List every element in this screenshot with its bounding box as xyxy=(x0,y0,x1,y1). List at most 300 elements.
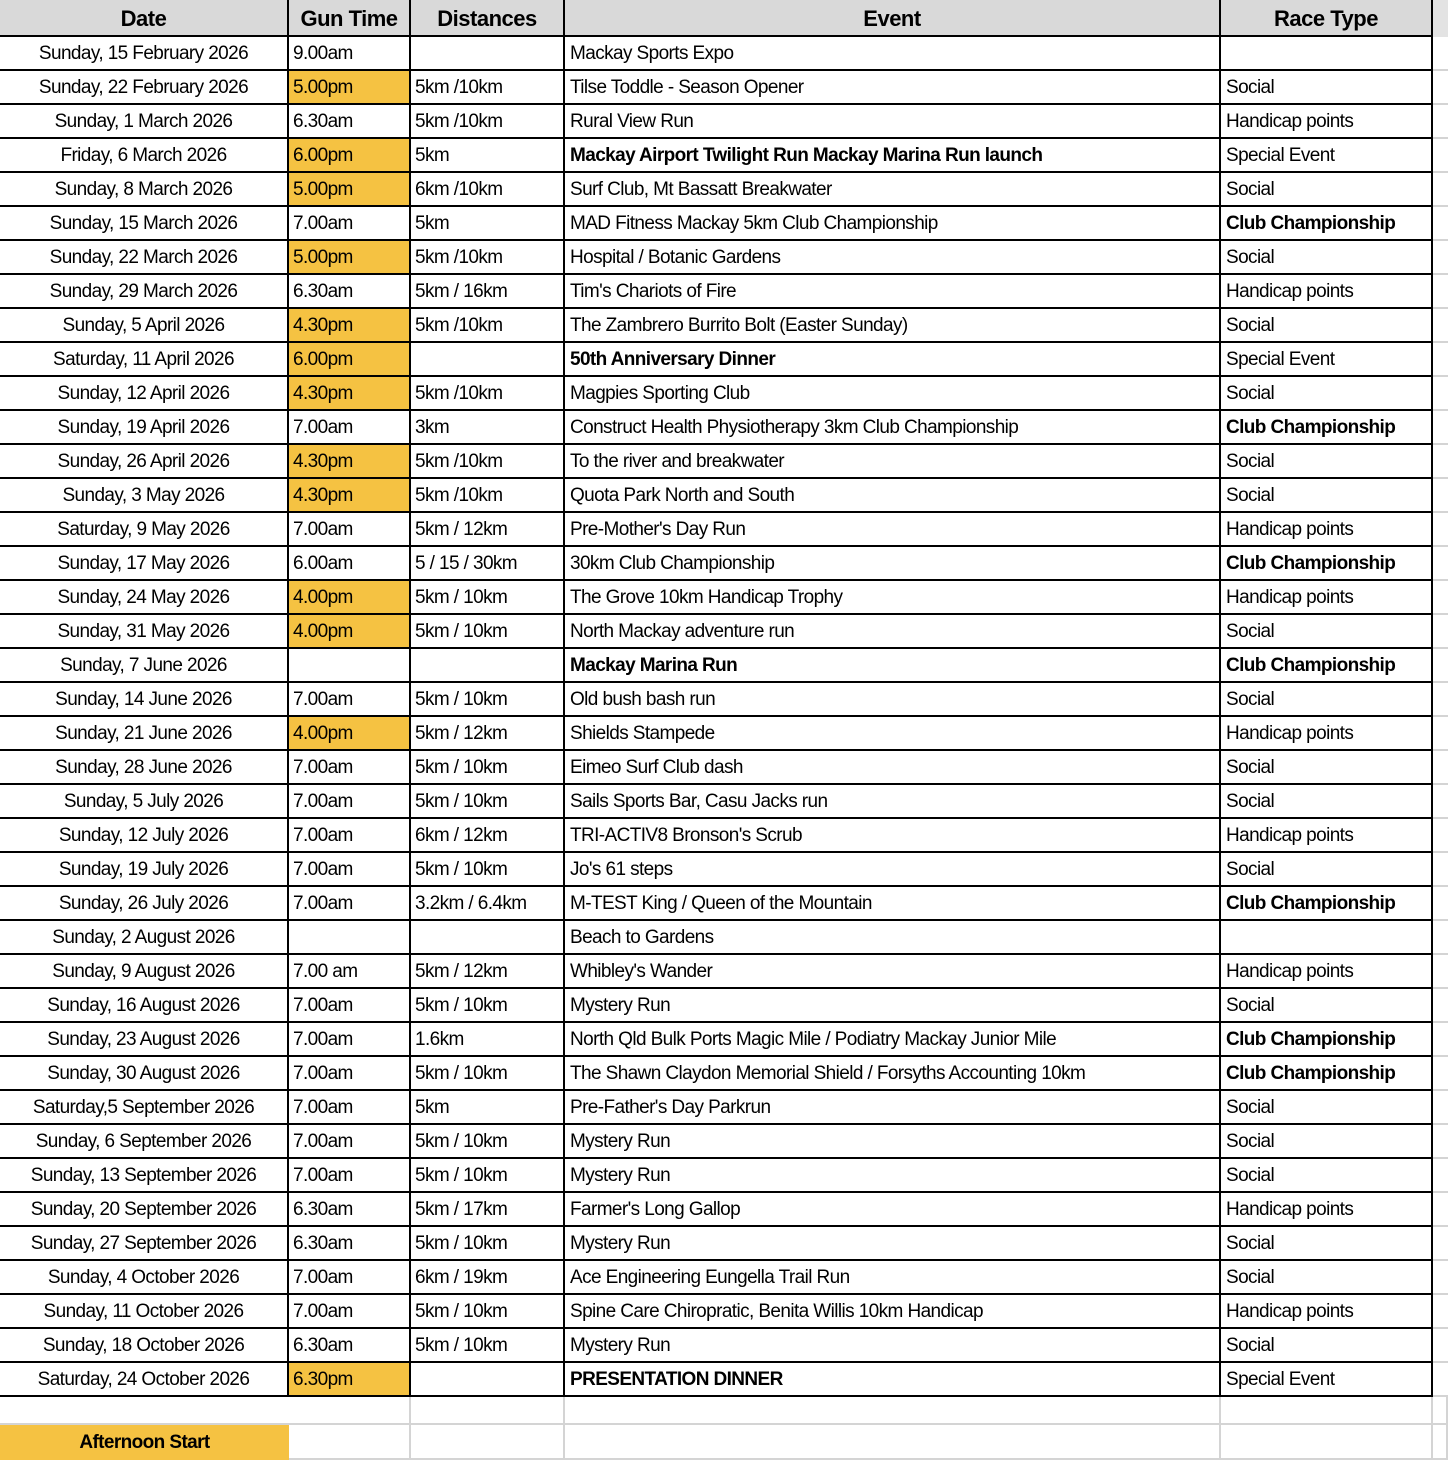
distances-cell[interactable]: 5km / 10km xyxy=(411,853,565,887)
race-type-cell[interactable]: Social xyxy=(1221,173,1433,207)
gun-time-cell[interactable]: 7.00am xyxy=(289,751,411,785)
table-row xyxy=(0,1057,1448,1091)
race-type-cell[interactable] xyxy=(1221,37,1433,71)
distances-cell[interactable]: 5km xyxy=(411,207,565,241)
extra-column-cell[interactable] xyxy=(1433,649,1448,683)
extra-column-cell[interactable] xyxy=(1433,1125,1448,1159)
blank-cell[interactable] xyxy=(565,1397,1221,1425)
distances-cell[interactable]: 5km / 10km xyxy=(411,683,565,717)
table-row xyxy=(0,1159,1448,1193)
date-cell[interactable]: Sunday, 12 July 2026 xyxy=(0,819,289,853)
date-cell[interactable]: Sunday, 9 August 2026 xyxy=(0,955,289,989)
extra-column-cell[interactable] xyxy=(1433,887,1448,921)
table-row xyxy=(0,581,1448,615)
event-cell[interactable]: Tilse Toddle - Season Opener xyxy=(565,71,1221,105)
gun-time-cell[interactable]: 7.00am xyxy=(289,989,411,1023)
race-type-cell[interactable]: Handicap points xyxy=(1221,513,1433,547)
table-row xyxy=(0,411,1448,445)
distances-cell[interactable]: 6km /10km xyxy=(411,173,565,207)
race-type-cell[interactable]: Club Championship xyxy=(1221,887,1433,921)
distances-cell[interactable]: 5km xyxy=(411,139,565,173)
date-cell[interactable]: Sunday, 8 March 2026 xyxy=(0,173,289,207)
header-distances[interactable]: Distances xyxy=(411,0,565,37)
race-type-cell[interactable]: Special Event xyxy=(1221,1363,1433,1397)
extra-column-cell[interactable] xyxy=(1433,513,1448,547)
gun-time-cell[interactable]: 4.30pm xyxy=(289,445,411,479)
gun-time-cell[interactable]: 7.00am xyxy=(289,785,411,819)
distances-cell[interactable]: 5km / 10km xyxy=(411,615,565,649)
table-row xyxy=(0,479,1448,513)
distances-cell[interactable]: 5km / 10km xyxy=(411,1295,565,1329)
extra-column-cell[interactable] xyxy=(1433,479,1448,513)
gun-time-cell[interactable]: 7.00am xyxy=(289,513,411,547)
extra-column-cell[interactable] xyxy=(1433,581,1448,615)
gun-time-cell[interactable]: 7.00am xyxy=(289,1023,411,1057)
event-cell[interactable]: Beach to Gardens xyxy=(565,921,1221,955)
table-row xyxy=(0,1023,1448,1057)
race-type-cell[interactable]: Social xyxy=(1221,989,1433,1023)
gun-time-cell[interactable]: 4.00pm xyxy=(289,581,411,615)
table-row xyxy=(0,343,1448,377)
gun-time-cell[interactable]: 7.00am xyxy=(289,1125,411,1159)
table-row xyxy=(0,173,1448,207)
race-type-cell[interactable]: Social xyxy=(1221,479,1433,513)
extra-column-cell[interactable] xyxy=(1433,445,1448,479)
distances-cell[interactable]: 5km / 10km xyxy=(411,1159,565,1193)
gun-time-cell[interactable]: 6.30am xyxy=(289,275,411,309)
distances-cell[interactable]: 5km /10km xyxy=(411,479,565,513)
gun-time-cell[interactable]: 6.30am xyxy=(289,1227,411,1261)
distances-cell[interactable]: 5km / 12km xyxy=(411,955,565,989)
date-cell[interactable]: Saturday, 24 October 2026 xyxy=(0,1363,289,1397)
race-type-cell[interactable]: Social xyxy=(1221,445,1433,479)
gun-time-cell[interactable]: 6.30am xyxy=(289,1329,411,1363)
distances-cell[interactable]: 5km /10km xyxy=(411,445,565,479)
extra-column-cell[interactable] xyxy=(1433,1363,1448,1397)
table-row xyxy=(0,819,1448,853)
header-row xyxy=(0,0,1448,37)
extra-column-cell[interactable] xyxy=(1433,377,1448,411)
event-cell[interactable]: M-TEST King / Queen of the Mountain xyxy=(565,887,1221,921)
race-type-cell[interactable]: Social xyxy=(1221,1159,1433,1193)
event-cell[interactable]: Mackay Marina Run xyxy=(565,649,1221,683)
gun-time-cell[interactable]: 7.00am xyxy=(289,411,411,445)
distances-cell[interactable]: 5km / 10km xyxy=(411,751,565,785)
distances-cell[interactable] xyxy=(411,37,565,71)
race-type-cell[interactable]: Handicap points xyxy=(1221,955,1433,989)
table-row xyxy=(0,989,1448,1023)
date-cell[interactable]: Sunday, 14 June 2026 xyxy=(0,683,289,717)
distances-cell[interactable] xyxy=(411,921,565,955)
date-cell[interactable]: Sunday, 23 August 2026 xyxy=(0,1023,289,1057)
blank-cell[interactable] xyxy=(411,1425,565,1460)
blank-row xyxy=(0,1397,1448,1425)
extra-column-cell[interactable] xyxy=(1433,275,1448,309)
distances-cell[interactable]: 3km xyxy=(411,411,565,445)
table-row xyxy=(0,309,1448,343)
table-row xyxy=(0,1329,1448,1363)
race-type-cell[interactable]: Handicap points xyxy=(1221,105,1433,139)
race-type-cell[interactable]: Social xyxy=(1221,241,1433,275)
gun-time-cell[interactable]: 6.00pm xyxy=(289,343,411,377)
distances-cell[interactable]: 5km /10km xyxy=(411,241,565,275)
event-cell[interactable]: 50th Anniversary Dinner xyxy=(565,343,1221,377)
extra-column-cell[interactable] xyxy=(1433,1057,1448,1091)
table-row xyxy=(0,717,1448,751)
blank-cell[interactable] xyxy=(411,1397,565,1425)
race-type-cell[interactable]: Club Championship xyxy=(1221,1057,1433,1091)
distances-cell[interactable]: 5km / 10km xyxy=(411,1329,565,1363)
extra-column-cell[interactable] xyxy=(1433,547,1448,581)
date-cell[interactable]: Sunday, 19 July 2026 xyxy=(0,853,289,887)
table-row xyxy=(0,1091,1448,1125)
table-row xyxy=(0,615,1448,649)
table-row xyxy=(0,37,1448,71)
race-type-cell[interactable]: Social xyxy=(1221,615,1433,649)
distances-cell[interactable]: 5 / 15 / 30km xyxy=(411,547,565,581)
date-cell[interactable]: Sunday, 3 May 2026 xyxy=(0,479,289,513)
race-type-cell[interactable]: Social xyxy=(1221,1227,1433,1261)
event-cell[interactable]: Surf Club, Mt Bassatt Breakwater xyxy=(565,173,1221,207)
gun-time-cell[interactable]: 6.00pm xyxy=(289,139,411,173)
extra-column-cell[interactable] xyxy=(1433,207,1448,241)
event-cell[interactable]: Mystery Run xyxy=(565,1329,1221,1363)
gun-time-cell[interactable]: 7.00am xyxy=(289,1261,411,1295)
table-row xyxy=(0,207,1448,241)
table-row xyxy=(0,1363,1448,1397)
blank-cell[interactable] xyxy=(1433,1397,1448,1425)
extra-column-cell[interactable] xyxy=(1433,105,1448,139)
gun-time-cell[interactable]: 7.00am xyxy=(289,887,411,921)
gun-time-cell[interactable]: 6.30am xyxy=(289,105,411,139)
event-cell[interactable]: Farmer's Long Gallop xyxy=(565,1193,1221,1227)
date-cell[interactable]: Sunday, 16 August 2026 xyxy=(0,989,289,1023)
table-row xyxy=(0,785,1448,819)
race-type-cell[interactable]: Club Championship xyxy=(1221,1023,1433,1057)
date-cell[interactable]: Sunday, 12 April 2026 xyxy=(0,377,289,411)
date-cell[interactable]: Sunday, 17 May 2026 xyxy=(0,547,289,581)
race-type-cell[interactable]: Social xyxy=(1221,683,1433,717)
distances-cell[interactable]: 5km xyxy=(411,1091,565,1125)
distances-cell[interactable]: 5km / 12km xyxy=(411,717,565,751)
event-cell[interactable]: Mackay Airport Twilight Run Mackay Marina Run launch xyxy=(565,139,1221,173)
event-cell[interactable]: Quota Park North and South xyxy=(565,479,1221,513)
extra-column-cell[interactable] xyxy=(1433,1159,1448,1193)
race-type-cell[interactable]: Club Championship xyxy=(1221,547,1433,581)
legend-row xyxy=(0,1425,1448,1460)
distances-cell[interactable]: 6km / 19km xyxy=(411,1261,565,1295)
event-cell[interactable]: Eimeo Surf Club dash xyxy=(565,751,1221,785)
date-cell[interactable]: Sunday, 24 May 2026 xyxy=(0,581,289,615)
afternoon-start-legend[interactable]: Afternoon Start xyxy=(0,1425,289,1460)
gun-time-cell[interactable]: 5.00pm xyxy=(289,241,411,275)
event-cell[interactable]: The Shawn Claydon Memorial Shield / Forsyths Accounting 10km xyxy=(565,1057,1221,1091)
race-type-cell[interactable]: Social xyxy=(1221,1329,1433,1363)
event-cell[interactable]: The Grove 10km Handicap Trophy xyxy=(565,581,1221,615)
race-type-cell[interactable]: Social xyxy=(1221,751,1433,785)
distances-cell[interactable]: 5km /10km xyxy=(411,71,565,105)
event-cell[interactable]: Pre-Mother's Day Run xyxy=(565,513,1221,547)
gun-time-cell[interactable]: 4.00pm xyxy=(289,717,411,751)
extra-column-cell[interactable] xyxy=(1433,989,1448,1023)
table-row xyxy=(0,683,1448,717)
gun-time-cell[interactable]: 4.30pm xyxy=(289,309,411,343)
event-cell[interactable]: PRESENTATION DINNER xyxy=(565,1363,1221,1397)
event-cell[interactable]: Spine Care Chiropratic, Benita Willis 10km Handicap xyxy=(565,1295,1221,1329)
date-cell[interactable]: Sunday, 19 April 2026 xyxy=(0,411,289,445)
table-row xyxy=(0,1125,1448,1159)
date-cell[interactable]: Sunday, 5 April 2026 xyxy=(0,309,289,343)
date-cell[interactable]: Sunday, 18 October 2026 xyxy=(0,1329,289,1363)
extra-column-cell[interactable] xyxy=(1433,71,1448,105)
distances-cell[interactable]: 5km / 17km xyxy=(411,1193,565,1227)
date-cell[interactable]: Saturday,5 September 2026 xyxy=(0,1091,289,1125)
extra-column-cell[interactable] xyxy=(1433,615,1448,649)
extra-column-cell[interactable] xyxy=(1433,173,1448,207)
date-cell[interactable]: Sunday, 21 June 2026 xyxy=(0,717,289,751)
extra-column-cell[interactable] xyxy=(1433,411,1448,445)
event-cell[interactable]: North Qld Bulk Ports Magic Mile / Podiatry Mackay Junior Mile xyxy=(565,1023,1221,1057)
event-cell[interactable]: Hospital / Botanic Gardens xyxy=(565,241,1221,275)
event-cell[interactable]: To the river and breakwater xyxy=(565,445,1221,479)
event-cell[interactable]: Mackay Sports Expo xyxy=(565,37,1221,71)
distances-cell[interactable]: 5km /10km xyxy=(411,377,565,411)
gun-time-cell[interactable]: 7.00am xyxy=(289,1091,411,1125)
table-row xyxy=(0,513,1448,547)
race-type-cell[interactable]: Handicap points xyxy=(1221,1193,1433,1227)
extra-column-cell[interactable] xyxy=(1433,955,1448,989)
gun-time-cell[interactable]: 7.00am xyxy=(289,1295,411,1329)
blank-cell[interactable] xyxy=(0,1397,289,1425)
race-type-cell[interactable]: Special Event xyxy=(1221,343,1433,377)
race-type-cell[interactable]: Handicap points xyxy=(1221,275,1433,309)
table-row xyxy=(0,1227,1448,1261)
table-row xyxy=(0,921,1448,955)
table-row xyxy=(0,1295,1448,1329)
extra-column-cell[interactable] xyxy=(1433,751,1448,785)
date-cell[interactable]: Sunday, 6 September 2026 xyxy=(0,1125,289,1159)
gun-time-cell[interactable]: 7.00am xyxy=(289,1057,411,1091)
gun-time-cell[interactable]: 5.00pm xyxy=(289,173,411,207)
distances-cell[interactable]: 5km / 10km xyxy=(411,581,565,615)
distances-cell[interactable]: 6km / 12km xyxy=(411,819,565,853)
extra-column-cell[interactable] xyxy=(1433,1193,1448,1227)
event-cell[interactable]: Mystery Run xyxy=(565,1227,1221,1261)
date-cell[interactable]: Sunday, 7 June 2026 xyxy=(0,649,289,683)
race-type-cell[interactable]: Handicap points xyxy=(1221,819,1433,853)
event-cell[interactable]: Old bush bash run xyxy=(565,683,1221,717)
distances-cell[interactable]: 5km / 16km xyxy=(411,275,565,309)
event-cell[interactable]: Rural View Run xyxy=(565,105,1221,139)
date-cell[interactable]: Sunday, 22 March 2026 xyxy=(0,241,289,275)
extra-column-cell[interactable] xyxy=(1433,853,1448,887)
distances-cell[interactable] xyxy=(411,1363,565,1397)
blank-cell[interactable] xyxy=(1221,1397,1433,1425)
distances-cell[interactable] xyxy=(411,649,565,683)
date-cell[interactable]: Sunday, 26 April 2026 xyxy=(0,445,289,479)
table-row xyxy=(0,649,1448,683)
race-type-cell[interactable]: Social xyxy=(1221,1125,1433,1159)
date-cell[interactable]: Sunday, 11 October 2026 xyxy=(0,1295,289,1329)
table-row xyxy=(0,105,1448,139)
date-cell[interactable]: Sunday, 29 March 2026 xyxy=(0,275,289,309)
event-cell[interactable]: Tim's Chariots of Fire xyxy=(565,275,1221,309)
event-cell[interactable]: Shields Stampede xyxy=(565,717,1221,751)
distances-cell[interactable]: 5km /10km xyxy=(411,105,565,139)
gun-time-cell[interactable] xyxy=(289,921,411,955)
race-type-cell[interactable]: Club Championship xyxy=(1221,411,1433,445)
table-row xyxy=(0,751,1448,785)
event-cell[interactable]: The Zambrero Burrito Bolt (Easter Sunday) xyxy=(565,309,1221,343)
gun-time-cell[interactable]: 5.00pm xyxy=(289,71,411,105)
event-cell[interactable]: Mystery Run xyxy=(565,1125,1221,1159)
extra-column-cell[interactable] xyxy=(1433,241,1448,275)
date-cell[interactable]: Friday, 6 March 2026 xyxy=(0,139,289,173)
race-type-cell[interactable]: Social xyxy=(1221,853,1433,887)
race-type-cell[interactable]: Club Championship xyxy=(1221,649,1433,683)
extra-column-cell[interactable] xyxy=(1433,37,1448,71)
gun-time-cell[interactable]: 7.00am xyxy=(289,1159,411,1193)
extra-column-cell[interactable] xyxy=(1433,139,1448,173)
gun-time-cell[interactable] xyxy=(289,649,411,683)
race-type-cell[interactable]: Social xyxy=(1221,1261,1433,1295)
date-cell[interactable]: Sunday, 15 February 2026 xyxy=(0,37,289,71)
date-cell[interactable]: Sunday, 30 August 2026 xyxy=(0,1057,289,1091)
date-cell[interactable]: Sunday, 15 March 2026 xyxy=(0,207,289,241)
date-cell[interactable]: Sunday, 27 September 2026 xyxy=(0,1227,289,1261)
extra-column-cell[interactable] xyxy=(1433,819,1448,853)
race-type-cell[interactable]: Handicap points xyxy=(1221,1295,1433,1329)
race-type-cell[interactable]: Social xyxy=(1221,377,1433,411)
distances-cell[interactable]: 3.2km / 6.4km xyxy=(411,887,565,921)
date-cell[interactable]: Sunday, 2 August 2026 xyxy=(0,921,289,955)
extra-column-cell[interactable] xyxy=(1433,1295,1448,1329)
event-cell[interactable]: Jo's 61 steps xyxy=(565,853,1221,887)
date-cell[interactable]: Sunday, 22 February 2026 xyxy=(0,71,289,105)
event-cell[interactable]: Mystery Run xyxy=(565,1159,1221,1193)
date-cell[interactable]: Sunday, 1 March 2026 xyxy=(0,105,289,139)
event-cell[interactable]: Construct Health Physiotherapy 3km Club Championship xyxy=(565,411,1221,445)
distances-cell[interactable]: 5km / 10km xyxy=(411,785,565,819)
gun-time-cell[interactable]: 7.00am xyxy=(289,819,411,853)
blank-cell[interactable] xyxy=(565,1425,1221,1460)
event-cell[interactable]: Pre-Father's Day Parkrun xyxy=(565,1091,1221,1125)
gun-time-cell[interactable]: 6.30am xyxy=(289,1193,411,1227)
race-type-cell[interactable]: Social xyxy=(1221,71,1433,105)
date-cell[interactable]: Sunday, 26 July 2026 xyxy=(0,887,289,921)
gun-time-cell[interactable]: 7.00am xyxy=(289,853,411,887)
extra-column-cell[interactable] xyxy=(1433,921,1448,955)
date-cell[interactable]: Saturday, 11 April 2026 xyxy=(0,343,289,377)
event-cell[interactable]: Sails Sports Bar, Casu Jacks run xyxy=(565,785,1221,819)
distances-cell[interactable]: 5km / 12km xyxy=(411,513,565,547)
gun-time-cell[interactable]: 7.00 am xyxy=(289,955,411,989)
date-cell[interactable]: Sunday, 5 July 2026 xyxy=(0,785,289,819)
race-type-cell[interactable]: Social xyxy=(1221,309,1433,343)
extra-column-cell[interactable] xyxy=(1433,1227,1448,1261)
extra-column-cell[interactable] xyxy=(1433,717,1448,751)
race-type-cell[interactable]: Special Event xyxy=(1221,139,1433,173)
extra-column-cell[interactable] xyxy=(1433,309,1448,343)
distances-cell[interactable] xyxy=(411,343,565,377)
gun-time-cell[interactable]: 6.30pm xyxy=(289,1363,411,1397)
event-cell[interactable]: 30km Club Championship xyxy=(565,547,1221,581)
table-row xyxy=(0,241,1448,275)
table-row xyxy=(0,377,1448,411)
gun-time-cell[interactable]: 4.00pm xyxy=(289,615,411,649)
extra-column-cell[interactable] xyxy=(1433,683,1448,717)
table-row xyxy=(0,1261,1448,1295)
race-type-cell[interactable]: Club Championship xyxy=(1221,207,1433,241)
blank-cell[interactable] xyxy=(1433,1425,1448,1460)
header-race-type[interactable]: Race Type xyxy=(1221,0,1433,37)
table-row xyxy=(0,445,1448,479)
date-cell[interactable]: Sunday, 13 September 2026 xyxy=(0,1159,289,1193)
event-cell[interactable]: TRI-ACTIV8 Bronson's Scrub xyxy=(565,819,1221,853)
gun-time-cell[interactable]: 4.30pm xyxy=(289,377,411,411)
extra-column-cell[interactable] xyxy=(1433,1023,1448,1057)
distances-cell[interactable]: 5km / 10km xyxy=(411,1057,565,1091)
gun-time-cell[interactable]: 6.00am xyxy=(289,547,411,581)
extra-column-cell[interactable] xyxy=(1433,785,1448,819)
distances-cell[interactable]: 5km / 10km xyxy=(411,1125,565,1159)
table-row xyxy=(0,71,1448,105)
event-cell[interactable]: MAD Fitness Mackay 5km Club Championship xyxy=(565,207,1221,241)
distances-cell[interactable]: 5km / 10km xyxy=(411,989,565,1023)
header-date[interactable]: Date xyxy=(0,0,289,37)
race-type-cell[interactable]: Social xyxy=(1221,1091,1433,1125)
date-cell[interactable]: Saturday, 9 May 2026 xyxy=(0,513,289,547)
blank-cell[interactable] xyxy=(289,1425,411,1460)
extra-column-cell[interactable] xyxy=(1433,343,1448,377)
header-gun-time[interactable]: Gun Time xyxy=(289,0,411,37)
race-type-cell[interactable] xyxy=(1221,921,1433,955)
race-type-cell[interactable]: Handicap points xyxy=(1221,717,1433,751)
table-row xyxy=(0,955,1448,989)
date-cell[interactable]: Sunday, 28 June 2026 xyxy=(0,751,289,785)
header-event[interactable]: Event xyxy=(565,0,1221,37)
gun-time-cell[interactable]: 4.30pm xyxy=(289,479,411,513)
distances-cell[interactable]: 5km /10km xyxy=(411,309,565,343)
blank-cell[interactable] xyxy=(1221,1425,1433,1460)
distances-cell[interactable]: 1.6km xyxy=(411,1023,565,1057)
gun-time-cell[interactable]: 7.00am xyxy=(289,207,411,241)
race-type-cell[interactable]: Social xyxy=(1221,785,1433,819)
date-cell[interactable]: Sunday, 31 May 2026 xyxy=(0,615,289,649)
date-cell[interactable]: Sunday, 4 October 2026 xyxy=(0,1261,289,1295)
extra-column-cell[interactable] xyxy=(1433,1091,1448,1125)
header-extra-column[interactable] xyxy=(1433,0,1448,37)
table-row xyxy=(0,887,1448,921)
event-cell[interactable]: North Mackay adventure run xyxy=(565,615,1221,649)
table-row xyxy=(0,547,1448,581)
date-cell[interactable]: Sunday, 20 September 2026 xyxy=(0,1193,289,1227)
blank-cell[interactable] xyxy=(289,1397,411,1425)
extra-column-cell[interactable] xyxy=(1433,1261,1448,1295)
table-row xyxy=(0,1193,1448,1227)
table-row xyxy=(0,275,1448,309)
event-cell[interactable]: Whibley's Wander xyxy=(565,955,1221,989)
table-row xyxy=(0,853,1448,887)
race-type-cell[interactable]: Handicap points xyxy=(1221,581,1433,615)
event-cell[interactable]: Ace Engineering Eungella Trail Run xyxy=(565,1261,1221,1295)
distances-cell[interactable]: 5km / 10km xyxy=(411,1227,565,1261)
gun-time-cell[interactable]: 9.00am xyxy=(289,37,411,71)
gun-time-cell[interactable]: 7.00am xyxy=(289,683,411,717)
extra-column-cell[interactable] xyxy=(1433,1329,1448,1363)
event-cell[interactable]: Mystery Run xyxy=(565,989,1221,1023)
event-cell[interactable]: Magpies Sporting Club xyxy=(565,377,1221,411)
